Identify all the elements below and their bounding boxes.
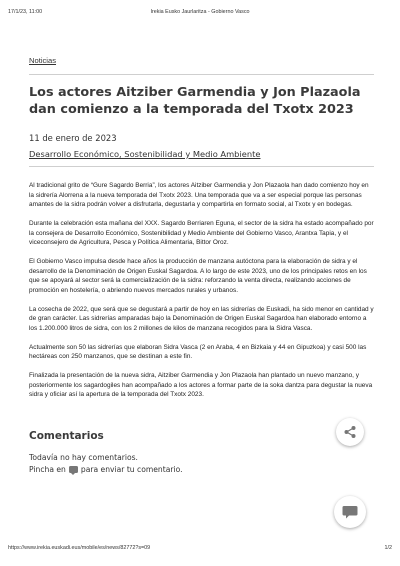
print-page-number: 1/2: [384, 545, 392, 551]
page-title: Los actores Aitziber Garmendia y Jon Plazaola dan comienzo a la temporada del Txotx 2023: [29, 85, 361, 117]
comments-hint-after: para enviar tu comentario.: [80, 465, 183, 474]
comment-icon: [69, 466, 78, 473]
article-paragraph: Al tradicional grito de “Gure Sagardo Berria”, los actores Aitziber Garmendia y Jon Plazaola han dado comienzo hoy en la sidrería Alorrena a la nueva temporada del Txotx 2023. Una temporada que va a ser especial porque las personas amantes de la sidra podrán volver a disfrutarla, degustarla y compartirla en formato social, al Txotx y en bodegas.: [29, 182, 369, 208]
article-paragraph: La cosecha de 2022, que será que se degustará a partir de hoy en las sidrerías de Euskadi, ha sido menor en cantidad y de gran carácter. Las sidrerías amparadas bajo la Denominación de Origen Euskal Sagardoa han elaborado entorno a los 1.200.000 litros de sidra, con los 2 millones de kilos de manzana recogidos para la Sidra Vasca.: [29, 305, 374, 332]
print-document-title: Irekia Eusko Jaurlaritza - Gobierno Vasco: [150, 9, 250, 15]
publication-date: 11 de enero de 2023: [29, 133, 117, 143]
comments-hint: [29, 465, 374, 474]
article-paragraph: Durante la celebración esta mañana del XXX. Sagardo Berriaren Eguna, el sector de la sidra ha estado acompañado por la consejera de Desarrollo Económico, Sostenibilidad y Medio Ambiente del Gobierno Vasco, Arantxa Tapia, y el viceconsejero de Agricultura, Pesca y Política Alimentaria, Bittor Oroz.: [29, 220, 374, 246]
article-body: [29, 181, 374, 400]
print-url: https://www.irekia.euskadi.eus/mobile/es/news/82772?s=09: [8, 545, 151, 551]
comments-title: Comentarios: [29, 430, 104, 442]
topic-link[interactable]: Desarrollo Económico, Sostenibilidad y Medio Ambiente: [29, 149, 261, 159]
comment-icon: [342, 504, 358, 520]
article-paragraph: Finalizada la presentación de la nueva sidra, Aitziber Garmendia y Jon Plazaola han plantado un nuevo manzano, y posteriormente los sagardogiles han acompañado a los actores a formar parte de la soka dantza para degustar la nueva sidra y oficiar así la apertura de la temporada del Txotx 2023.: [29, 372, 373, 398]
comments-hint-before: Pincha en: [29, 465, 66, 474]
comments-section: [29, 430, 374, 474]
article-paragraph: Actualmente son 50 las sidrerías que elaboran Sidra Vasca (2 en Araba, 4 en Bizkaia y 44 en Gipuzkoa) y casi 500 las hectáreas con 250 manzanos, que se destinan a este fin.: [29, 343, 367, 360]
print-datetime: 17/1/23, 11:00: [8, 9, 43, 15]
breadcrumb-divider: [29, 74, 374, 75]
article-paragraph: El Gobierno Vasco impulsa desde hace años la producción de manzana autóctona para la elaboración de sidra y el desarrollo de la Denominación de Origen Euskal Sagardoa. A lo largo de este 2023, uno de los principales retos en los que se apoyará al sector será la comercialización de la sidra: reforzando la venta directa, realizando acciones de promoción en hostelería, o abriendo nuevos mercados rurales y urbanos.: [29, 258, 367, 294]
breadcrumb-noticias[interactable]: Noticias: [29, 56, 57, 65]
print-footer: [8, 545, 392, 555]
print-header: [8, 9, 392, 19]
article-content: [29, 50, 374, 409]
comments-empty-message: Todavía no hay comentarios.: [29, 453, 138, 462]
add-comment-button[interactable]: [334, 496, 366, 528]
topic-divider: [29, 166, 374, 167]
